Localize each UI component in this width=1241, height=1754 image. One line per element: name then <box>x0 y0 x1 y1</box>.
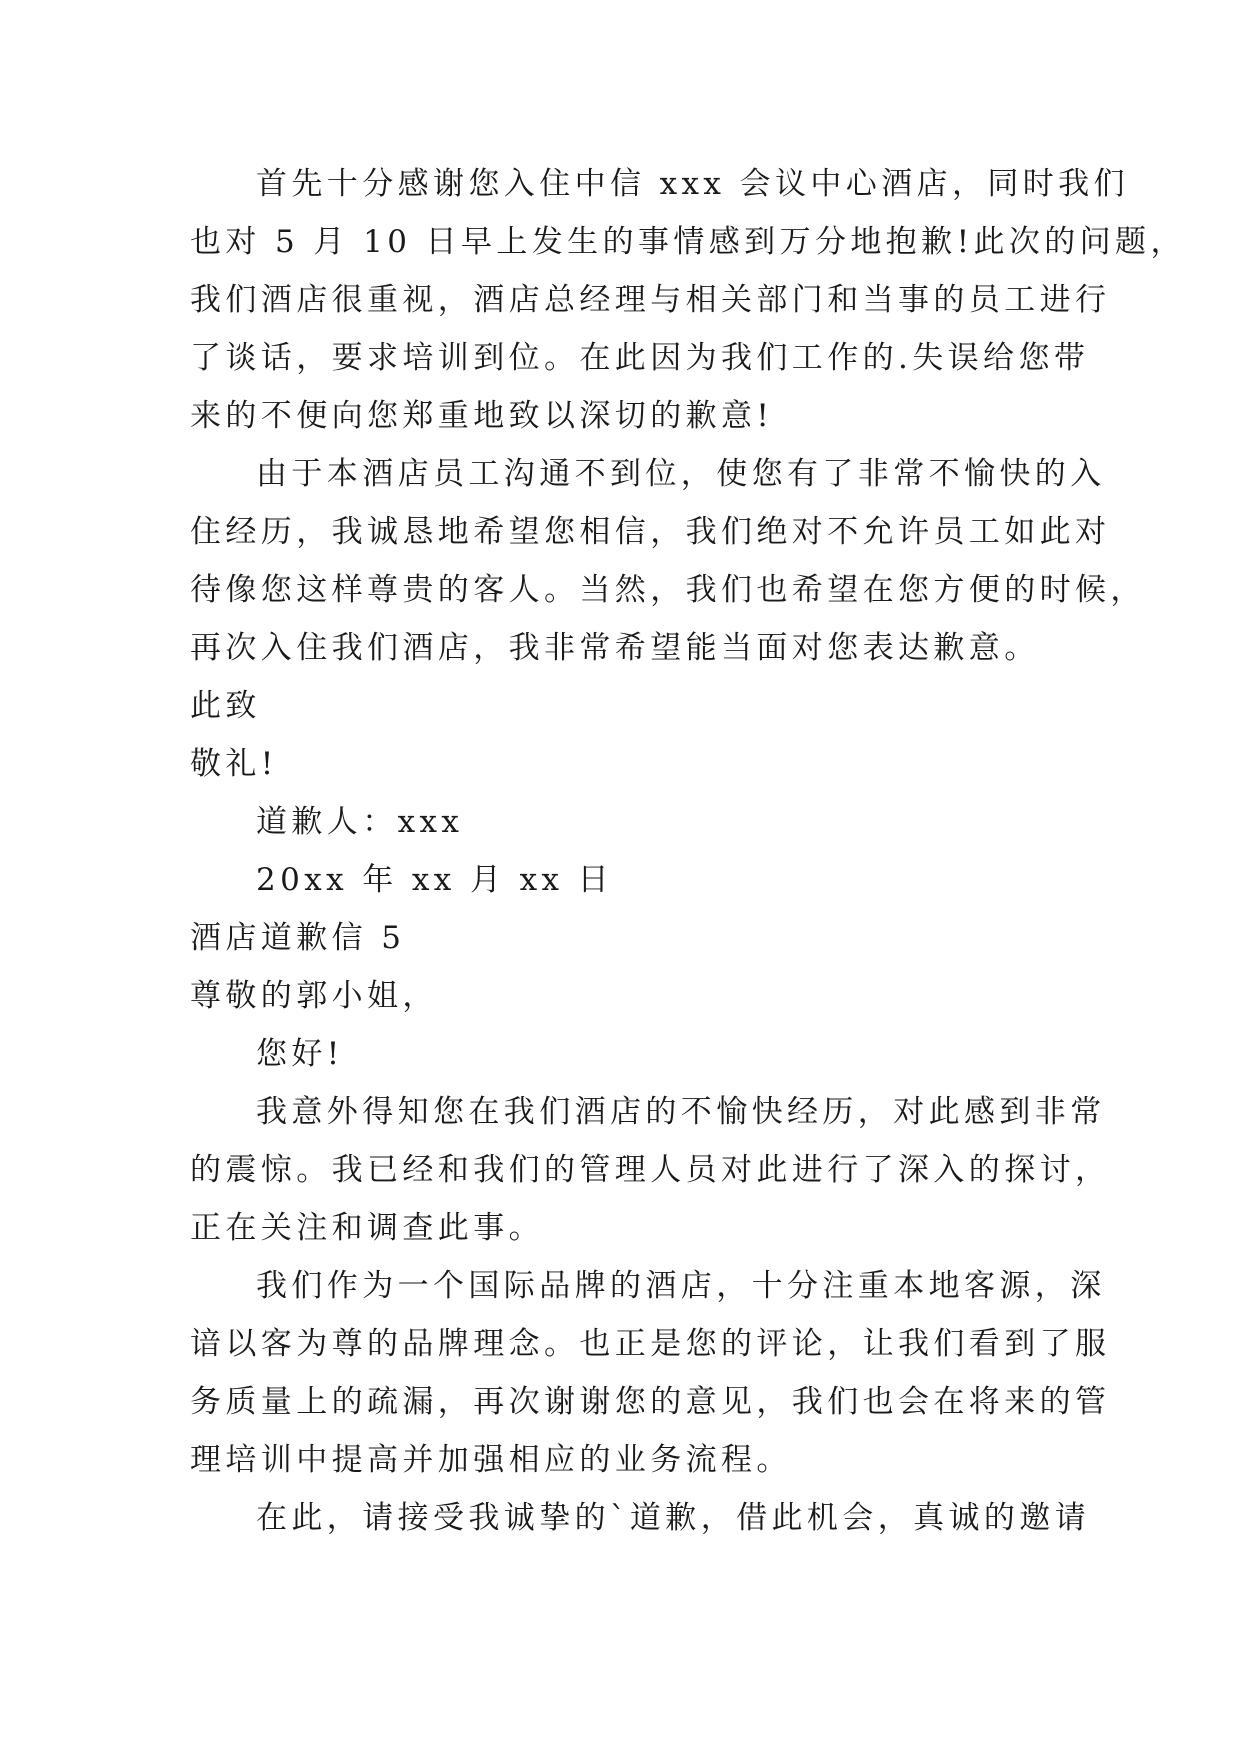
letter4-paragraph1-line-1: 首先十分感谢您入住中信 xxx 会议中心酒店，同时我们 <box>256 166 1129 202</box>
letter4-closing-1: 此致 <box>190 688 261 724</box>
letter4-closing-2: 敬礼! <box>190 746 278 782</box>
letter4-paragraph1-line-3: 我们酒店很重视，酒店总经理与相关部门和当事的员工进行 <box>190 282 1111 318</box>
letter4-paragraph1-line-2: 也对 5 月 10 日早上发生的事情感到万分地抱歉!此次的问题， <box>190 224 1186 260</box>
letter5-paragraph2-line-3: 务质量上的疏漏，再次谢谢您的意见，我们也会在将来的管 <box>190 1384 1111 1420</box>
letter4-paragraph1-line-4: 了谈话，要求培训到位。在此因为我们工作的.失误给您带 <box>190 340 1090 376</box>
letter5-paragraph2-line-1: 我们作为一个国际品牌的酒店，十分注重本地客源，深 <box>256 1268 1106 1304</box>
letter4-signer: 道歉人：xxx <box>256 804 464 840</box>
letter5-paragraph1-line-3: 正在关注和调查此事。 <box>190 1210 544 1246</box>
letter5-greeting: 您好! <box>256 1036 344 1072</box>
letter5-paragraph2-line-4: 理培训中提高并加强相应的业务流程。 <box>190 1442 792 1478</box>
letter5-salutation: 尊敬的郭小姐， <box>190 978 438 1014</box>
letter4-paragraph2-line-3: 待像您这样尊贵的客人。当然，我们也希望在您方便的时候， <box>190 572 1146 608</box>
letter5-paragraph1-line-2: 的震惊。我已经和我们的管理人员对此进行了深入的探讨， <box>190 1152 1111 1188</box>
letter4-paragraph1-line-5: 来的不便向您郑重地致以深切的歉意! <box>190 398 774 434</box>
letter5-paragraph3-line-1: 在此，请接受我诚挚的`道歉，借此机会，真诚的邀请 <box>256 1500 1091 1536</box>
letter4-paragraph2-line-1: 由于本酒店员工沟通不到位，使您有了非常不愉快的入 <box>256 456 1106 492</box>
letter5-heading: 酒店道歉信 5 <box>190 920 406 956</box>
letter4-date: 20xx 年 xx 月 xx 日 <box>256 862 614 898</box>
letter5-paragraph1-line-1: 我意外得知您在我们酒店的不愉快经历，对此感到非常 <box>256 1094 1106 1130</box>
letter4-paragraph2-line-4: 再次入住我们酒店，我非常希望能当面对您表达歉意。 <box>190 630 1040 666</box>
letter5-paragraph2-line-2: 谙以客为尊的品牌理念。也正是您的评论，让我们看到了服 <box>190 1326 1111 1362</box>
letter4-paragraph2-line-2: 住经历，我诚恳地希望您相信，我们绝对不允许员工如此对 <box>190 514 1111 550</box>
